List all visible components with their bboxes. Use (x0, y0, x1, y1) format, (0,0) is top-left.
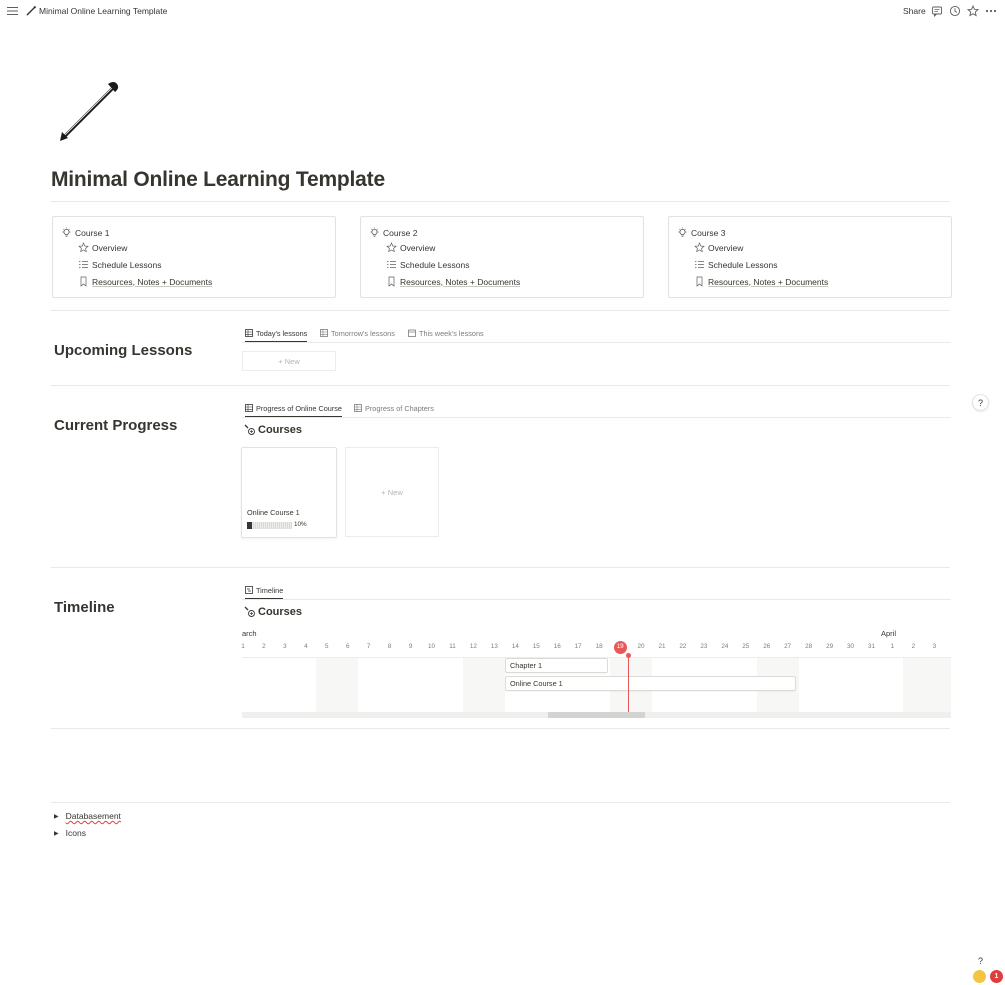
timeline-icon (245, 586, 253, 594)
tab-todays-lessons[interactable] (245, 324, 307, 342)
star-icon (694, 242, 705, 253)
timeline-day: 31 (867, 643, 875, 650)
new-card-button[interactable]: + New (345, 447, 439, 537)
table-icon (354, 404, 362, 412)
page-title: Minimal Online Learning Template (51, 168, 385, 191)
timeline-day: 7 (366, 643, 371, 650)
share-button[interactable]: Share (903, 6, 926, 16)
course-card-1 (52, 216, 336, 298)
schedule-link[interactable] (386, 259, 469, 270)
card-title: Online Course 1 (247, 508, 300, 517)
tab-progress-chapters[interactable] (354, 399, 434, 417)
timeline-day: 10 (428, 643, 436, 650)
course-name: Course 2 (383, 227, 418, 238)
toggle-label: Databasement (65, 811, 121, 821)
timeline-day: 30 (847, 643, 855, 650)
timeline-day: 1 (890, 643, 895, 650)
timeline-day-header (242, 640, 951, 656)
item-label: Overview (708, 242, 744, 253)
smiley-icon[interactable] (973, 970, 986, 983)
timeline-day: 23 (700, 643, 708, 650)
resources-link[interactable] (78, 276, 212, 287)
tab-this-weeks-lessons[interactable] (408, 324, 484, 342)
pencil-ruler-icon (244, 424, 256, 436)
timeline-day: 25 (742, 643, 750, 650)
divider (51, 802, 950, 803)
help-button[interactable]: ? (972, 394, 989, 411)
timeline-day: 2 (911, 643, 916, 650)
topbar (0, 0, 1005, 24)
timeline-day: 6 (345, 643, 350, 650)
bookmark-icon (386, 276, 397, 287)
lightbulb-icon (61, 227, 72, 238)
divider (51, 728, 950, 729)
database-title-text: Courses (258, 424, 303, 436)
tab-label: Progress of Chapters (365, 403, 434, 413)
timeline-day: 2 (262, 643, 266, 650)
pencil-ruler-icon (244, 606, 256, 618)
item-label: Overview (400, 242, 436, 253)
database-title[interactable] (244, 424, 302, 436)
timeline-day: 3 (932, 643, 937, 650)
progress-percent: 10% (294, 521, 307, 528)
section-title-upcoming: Upcoming Lessons (54, 342, 193, 359)
tab-label: Today's lessons (256, 328, 308, 338)
timeline-day: 1 (241, 643, 245, 650)
history-icon[interactable] (949, 5, 961, 17)
tab-underline (242, 599, 951, 600)
today-line-head (626, 653, 631, 658)
help-icon[interactable]: ? (978, 956, 984, 966)
more-icon[interactable] (985, 5, 997, 17)
timeline-day: 12 (469, 643, 477, 650)
timeline-day: 17 (574, 643, 582, 650)
tab-underline (242, 417, 951, 418)
timeline-day: 28 (805, 643, 813, 650)
overview-link[interactable] (694, 242, 743, 253)
section-title-timeline: Timeline (54, 599, 115, 616)
tab-label: Timeline (256, 585, 284, 595)
comment-icon[interactable] (931, 5, 943, 17)
timeline-day: 18 (595, 643, 603, 650)
timeline-month-march: arch (242, 629, 257, 638)
timeline-item-chapter-1[interactable]: Chapter 1 (505, 658, 608, 673)
overview-link[interactable] (78, 242, 127, 253)
overview-link[interactable] (386, 242, 435, 253)
item-label: Schedule Lessons (92, 259, 162, 270)
timeline-day: 3 (283, 643, 287, 650)
table-icon (320, 329, 328, 337)
toggle-icons[interactable] (54, 828, 86, 838)
schedule-link[interactable] (694, 259, 777, 270)
course-link-3[interactable] (677, 227, 726, 238)
timeline-month-april: April (881, 629, 897, 638)
course-link-1[interactable] (61, 227, 110, 238)
menu-icon[interactable] (7, 6, 18, 16)
table-icon (245, 404, 253, 412)
tab-timeline[interactable] (245, 581, 283, 599)
course-name: Course 3 (691, 227, 726, 238)
database-title-text: Courses (258, 606, 303, 618)
timeline-item-online-course-1[interactable]: Online Course 1 (505, 676, 796, 691)
notification-badge[interactable]: 1 (990, 970, 1003, 983)
timeline-day: 14 (511, 643, 519, 650)
tab-label: Tomorrow's lessons (331, 328, 395, 338)
item-label: Overview (92, 242, 128, 253)
table-icon (245, 329, 253, 337)
item-label: Schedule Lessons (400, 259, 470, 270)
timeline-day: 16 (553, 643, 561, 650)
timeline-day: 26 (763, 643, 771, 650)
progress-bar (247, 522, 292, 529)
divider (51, 310, 950, 311)
divider (51, 385, 950, 386)
timeline-day: 13 (490, 643, 498, 650)
weekend-shade (316, 658, 358, 713)
course-name: Course 1 (75, 227, 110, 238)
star-icon (386, 242, 397, 253)
divider (51, 567, 950, 568)
timeline-day: 21 (658, 643, 666, 650)
resources-link[interactable] (694, 276, 828, 287)
item-label: Resources, Notes + Documents (92, 276, 213, 287)
item-label: Schedule Lessons (708, 259, 778, 270)
list-icon (694, 259, 705, 270)
timeline-day: 29 (826, 643, 834, 650)
new-lesson-button[interactable]: + New (242, 351, 336, 371)
course-link-2[interactable] (369, 227, 418, 238)
tab-underline (242, 342, 951, 343)
list-icon (386, 259, 397, 270)
star-icon (78, 242, 89, 253)
today-line (628, 654, 629, 712)
progress-fill (247, 522, 252, 529)
tab-progress-online-course[interactable] (245, 399, 342, 417)
gallery-card-online-course-1[interactable] (241, 447, 337, 538)
toggle-label: Icons (65, 828, 86, 838)
breadcrumb[interactable]: Minimal Online Learning Template (39, 6, 168, 16)
calendar-icon (408, 329, 416, 337)
course-card-3 (668, 216, 952, 298)
star-icon[interactable] (967, 5, 979, 17)
timeline-day: 20 (637, 643, 645, 650)
timeline-day: 11 (449, 643, 456, 650)
resources-link[interactable] (386, 276, 520, 287)
item-label: Resources, Notes + Documents (400, 276, 521, 287)
bookmark-icon (78, 276, 89, 287)
timeline-day: 27 (784, 643, 792, 650)
lightbulb-icon (677, 227, 688, 238)
schedule-link[interactable] (78, 259, 161, 270)
toggle-databasement[interactable] (54, 811, 121, 821)
item-label: Resources, Notes + Documents (708, 276, 829, 287)
section-title-progress: Current Progress (54, 417, 178, 434)
timeline-day: 5 (325, 643, 329, 650)
tab-tomorrows-lessons[interactable] (320, 324, 395, 342)
database-title[interactable] (244, 606, 302, 618)
timeline-day: 9 (408, 643, 413, 650)
pencil-icon (25, 5, 37, 17)
timeline-scrollbar[interactable] (242, 712, 951, 718)
timeline-day: 4 (304, 643, 308, 650)
timeline-day: 19 (616, 643, 624, 650)
bookmark-icon (694, 276, 705, 287)
scrollbar-thumb[interactable] (548, 712, 645, 718)
timeline-day: 22 (679, 643, 687, 650)
tab-label: Progress of Online Course (256, 403, 342, 413)
lightbulb-icon (369, 227, 380, 238)
course-card-2 (360, 216, 644, 298)
weekend-shade (463, 658, 505, 713)
tab-label: This week's lessons (419, 328, 484, 338)
triangle-right-icon[interactable]: ▶ (54, 813, 59, 820)
timeline-day: 8 (387, 643, 392, 650)
timeline-day: 15 (532, 643, 540, 650)
triangle-right-icon[interactable]: ▶ (54, 830, 59, 837)
divider (51, 201, 950, 202)
weekend-shade (903, 658, 951, 713)
timeline-day: 24 (721, 643, 729, 650)
page-icon-pencil[interactable] (55, 78, 123, 144)
list-icon (78, 259, 89, 270)
